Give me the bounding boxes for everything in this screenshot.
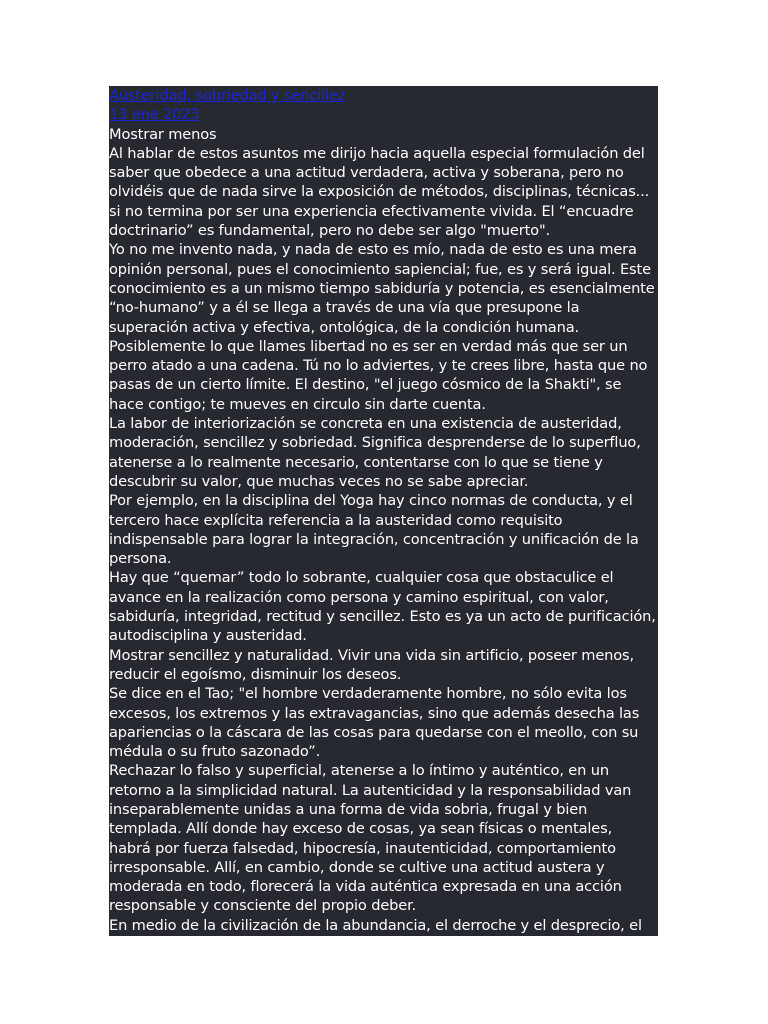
paragraph-5: Por ejemplo, en la disciplina del Yoga hay cinco normas de conducta, y el tercero hace explícita referencia a la austeridad como requisito indispensable para lograr la integración, concentración y unificación de la persona. <box>109 492 639 568</box>
paragraph-3: Posiblemente lo que llames libertad no es ser en verdad más que ser un perro atado a una cadena. Tú no lo adviertes, y te crees libre, hasta que no pasas de un cierto límite. El destino, "el juego cósmico de la Shakti", se hace contigo; te mueves en circulo sin darte cuenta. <box>109 337 648 413</box>
show-less-toggle[interactable]: Mostrar menos <box>109 125 217 143</box>
post-title-link[interactable]: Austeridad, sobriedad y sencillez <box>109 87 346 104</box>
paragraph-6: Hay que “quemar” todo lo sobrante, cualquier cosa que obstaculice el avance en la realización como persona y camino espiritual, con valor, sabiduría, integridad, rectitud y sencillez. Esto es ya un acto de purificación, autodisciplina y austeridad. <box>109 569 656 645</box>
paragraph-8: Se dice en el Tao; "el hombre verdaderamente hombre, no sólo evita los excesos, los extremos y las extravagancias, sino que además desecha las apariencias o la cáscara de las cosas para quedarse con el meollo, con su médula o su fruto sazonado”. <box>109 685 640 761</box>
paragraph-9: Rechazar lo falso y superficial, atenerse a lo íntimo y auténtico, en un retorno a la simplicidad natural. La autenticidad y la responsabilidad van inseparablemente unidas a una forma de vida sobria, frugal y bien templada. Allí donde hay exceso de cosas, ya sean físicas o mentales, habrá por fuerza falsedad, hipocresía, inautenticidad, comportamiento irresponsable. Allí, en cambio, donde se cultive una actitud austera y moderada en todo, florecerá la vida auténtica expresada en una acción responsable y consciente del propio deber. <box>109 762 632 915</box>
post-panel <box>109 86 658 973</box>
paragraph-4: La labor de interiorización se concreta en una existencia de austeridad, moderación, sencillez y sobriedad. Significa desprenderse de lo superfluo, atenerse a lo realmente necesario, contentarse con lo que se tiene y descubrir su valor, que muchas veces no se sabe apreciar. <box>109 415 641 490</box>
paragraph-2: Yo no me invento nada, y nada de esto es mío, nada de esto es una mera opinión personal, pues el conocimiento sapiencial; fue, es y será igual. Este conocimiento es a un mismo tiempo sabiduría y potencia, es esencialmente “no-humano” y a él se llega a través de una vía que presupone la superación activa y efectiva, ontológica, de la condición humana. <box>109 241 655 336</box>
paragraph-1: Al hablar de estos asuntos me dirijo hacia aquella especial formulación del saber que obedece a una actitud verdadera, activa y soberana, pero no olvidéis que de nada sirve la exposición de métodos, disciplinas, técnicas... si no termina por ser una experiencia efectivamente vivida. El “encuadre doctrinario” es fundamental, pero no debe ser algo "muerto". <box>109 144 650 240</box>
post-content <box>109 86 658 974</box>
post-date-link[interactable]: 13 ene 2023 <box>109 106 200 124</box>
paragraph-7: Mostrar sencillez y naturalidad. Vivir una vida sin artificio, poseer menos, reducir el egoísmo, disminuir los deseos. <box>109 646 634 683</box>
paragraph-10: En medio de la civilización de la abundancia, el derroche y el desprecio, el retorno a la interioridad conduce a una noble pobreza que procura aprovechar <box>109 916 642 973</box>
